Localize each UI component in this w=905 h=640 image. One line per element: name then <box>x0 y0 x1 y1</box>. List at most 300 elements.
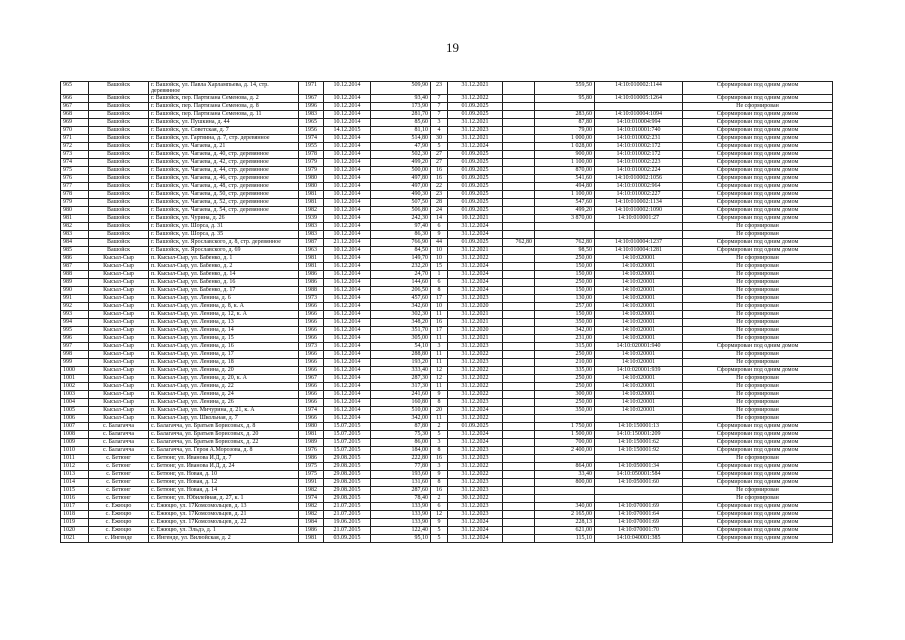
cadastral-number-cell: 14:10:150001:92 <box>595 447 683 455</box>
table-row <box>61 239 833 247</box>
resettlement-date-cell: 31.12.2024 <box>448 431 503 439</box>
cadastral-number-cell: 14:10:020001 <box>595 351 683 359</box>
inclusion-date-cell: 10.12.2014 <box>324 159 371 167</box>
area-cell: 144,60 <box>371 279 431 287</box>
land-plot-area-cell: 315,00 <box>535 343 595 351</box>
land-area-cell <box>503 487 535 495</box>
table-row <box>61 135 833 143</box>
settlement-cell: Вашойск <box>89 247 149 255</box>
resettlement-date-cell: 01.09.2025 <box>448 151 503 159</box>
row-number-cell: 999 <box>61 359 89 367</box>
land-area-cell <box>503 295 535 303</box>
build-year-cell: 1980 <box>299 183 324 191</box>
address-cell: с. Балагачча, ул. Героя А.Морозова, д. 8 <box>149 447 299 455</box>
build-year-cell: 1984 <box>299 519 324 527</box>
address-cell: г. Вашойск, ул. Чагаева, д. 50, стр. деревянное <box>149 191 299 199</box>
settlement-cell: с. Ингенде <box>89 535 149 543</box>
resettlement-date-cell: 31.12.2023 <box>448 343 503 351</box>
area-cell: 500,00 <box>371 167 431 175</box>
build-year-cell: 1966 <box>299 383 324 391</box>
table-row <box>61 95 833 103</box>
land-plot-area-cell: 33,40 <box>535 471 595 479</box>
settlement-cell: Кысыл-Сыр <box>89 351 149 359</box>
row-number-cell: 1013 <box>61 471 89 479</box>
row-number-cell: 998 <box>61 351 89 359</box>
build-year-cell: 1966 <box>299 399 324 407</box>
land-status-cell: Не сформирован <box>683 359 833 367</box>
residents-cell: 2 <box>431 423 448 431</box>
cadastral-number-cell: 14:10:020001 <box>595 319 683 327</box>
build-year-cell: 1982 <box>299 503 324 511</box>
resettlement-date-cell: 01.09.2025 <box>448 159 503 167</box>
land-status-cell: Не сформирован <box>683 231 833 239</box>
land-area-cell <box>503 511 535 519</box>
table-row <box>61 151 833 159</box>
row-number-cell: 977 <box>61 183 89 191</box>
land-plot-area-cell: 350,00 <box>535 319 595 327</box>
row-number-cell: 995 <box>61 327 89 335</box>
land-plot-area-cell: 300,00 <box>535 391 595 399</box>
cadastral-number-cell: 14:10:010002:223 <box>595 159 683 167</box>
settlement-cell: Вашойск <box>89 82 149 95</box>
residents-cell: 10 <box>431 247 448 255</box>
cadastral-number-cell: 14:10:010001:27 <box>595 215 683 223</box>
resettlement-date-cell: 31.12.2022 <box>448 471 503 479</box>
land-status-cell: Не сформирован <box>683 415 833 423</box>
inclusion-date-cell: 16.12.2014 <box>324 271 371 279</box>
inclusion-date-cell: 10.12.2014 <box>324 175 371 183</box>
settlement-cell: Кысыл-Сыр <box>89 303 149 311</box>
land-plot-area-cell: 228,13 <box>535 519 595 527</box>
inclusion-date-cell: 10.12.2014 <box>324 82 371 95</box>
address-cell: п. Кысыл-Сыр, ул. Ленина, д. 20, к. А <box>149 375 299 383</box>
land-plot-area-cell: 800,00 <box>535 479 595 487</box>
land-area-cell <box>503 399 535 407</box>
land-status-cell: Сформирован под одним домом <box>683 151 833 159</box>
settlement-cell: Кысыл-Сыр <box>89 399 149 407</box>
land-plot-area-cell: 250,00 <box>535 399 595 407</box>
build-year-cell: 1971 <box>299 82 324 95</box>
inclusion-date-cell: 21.07.2015 <box>324 503 371 511</box>
table-row <box>61 495 833 503</box>
address-cell: п. Кысыл-Сыр, ул. Ленина, д. 15 <box>149 335 299 343</box>
residents-cell: 11 <box>431 311 448 319</box>
settlement-cell: Кысыл-Сыр <box>89 415 149 423</box>
resettlement-date-cell: 31.12.2021 <box>448 119 503 127</box>
row-number-cell: 1002 <box>61 383 89 391</box>
address-cell: п. Кысыл-Сыр, ул. Ленина, д. 22 <box>149 383 299 391</box>
land-area-cell <box>503 183 535 191</box>
residents-cell: 9 <box>431 471 448 479</box>
residents-cell: 16 <box>431 487 448 495</box>
build-year-cell: 1986 <box>299 455 324 463</box>
inclusion-date-cell: 10.12.2014 <box>324 183 371 191</box>
inclusion-date-cell: 10.12.2014 <box>324 223 371 231</box>
row-number-cell: 984 <box>61 239 89 247</box>
land-area-cell <box>503 495 535 503</box>
cadastral-number-cell: 14:10:010002:1056 <box>595 175 683 183</box>
resettlement-date-cell: 31.12.2022 <box>448 383 503 391</box>
table-row <box>61 335 833 343</box>
resettlement-date-cell: 31.12.2022 <box>448 255 503 263</box>
address-cell: п. Кысыл-Сыр, ул. Ленина, д. 20 <box>149 367 299 375</box>
inclusion-date-cell: 16.12.2014 <box>324 263 371 271</box>
inclusion-date-cell: 16.12.2014 <box>324 367 371 375</box>
resettlement-date-cell: 31.12.2021 <box>448 335 503 343</box>
address-cell: г. Вашойск, ул. Ярославского, д. 8, стр. деревянное <box>149 239 299 247</box>
land-plot-area-cell: 87,80 <box>535 119 595 127</box>
cadastral-number-cell: 14:10:020001 <box>595 303 683 311</box>
land-area-cell <box>503 287 535 295</box>
area-cell: 302,30 <box>371 311 431 319</box>
cadastral-number-cell: 14:10:070001:69 <box>595 519 683 527</box>
settlement-cell: Кысыл-Сыр <box>89 311 149 319</box>
address-cell: с. Бетюнг, ул. Новая, д. 10 <box>149 471 299 479</box>
address-cell: г. Вашойск, ул. Чурина, д. 26 <box>149 215 299 223</box>
build-year-cell: 1955 <box>299 143 324 151</box>
address-cell: с. Ежюцю, ул. 17Комсомольцев, д. 13 <box>149 503 299 511</box>
land-plot-area-cell: 115,10 <box>535 535 595 543</box>
land-status-cell: Сформирован под одним домом <box>683 439 833 447</box>
settlement-cell: Вашойск <box>89 151 149 159</box>
residents-cell: 5 <box>431 527 448 535</box>
inclusion-date-cell: 10.12.2014 <box>324 191 371 199</box>
land-area-cell <box>503 215 535 223</box>
land-status-cell: Не сформирован <box>683 455 833 463</box>
land-plot-area-cell: 98,50 <box>535 247 595 255</box>
build-year-cell: 1973 <box>299 295 324 303</box>
land-plot-area-cell: 494,80 <box>535 183 595 191</box>
row-number-cell: 987 <box>61 263 89 271</box>
area-cell: 497,00 <box>371 183 431 191</box>
row-number-cell: 980 <box>61 207 89 215</box>
row-number-cell: 978 <box>61 191 89 199</box>
land-area-cell <box>503 503 535 511</box>
cadastral-number-cell: 14:10:020001 <box>595 327 683 335</box>
row-number-cell: 967 <box>61 103 89 111</box>
land-area-cell <box>503 327 535 335</box>
resettlement-date-cell: 31.12.2022 <box>448 463 503 471</box>
land-status-cell: Сформирован под одним домом <box>683 143 833 151</box>
cadastral-number-cell <box>595 223 683 231</box>
cadastral-number-cell: 14:10:020001 <box>595 383 683 391</box>
area-cell: 287,30 <box>371 375 431 383</box>
land-plot-area-cell: 1 100,00 <box>535 191 595 199</box>
land-status-cell: Сформирован под одним домом <box>683 511 833 519</box>
row-number-cell: 1006 <box>61 415 89 423</box>
address-cell: с. Ежюцю, ул. 17Комсомольцев, д. 21 <box>149 511 299 519</box>
address-cell: с. Балагачча, ул. Братьев Борисовых, д. 22 <box>149 439 299 447</box>
inclusion-date-cell: 10.12.2014 <box>324 95 371 103</box>
residents-cell: 30 <box>431 135 448 143</box>
table-row <box>61 407 833 415</box>
land-plot-area-cell: 250,00 <box>535 255 595 263</box>
cadastral-number-cell: 14:10:150001:209 <box>595 431 683 439</box>
cadastral-number-cell: 14:10:020001:939 <box>595 367 683 375</box>
settlement-cell: Вашойск <box>89 231 149 239</box>
settlement-cell: Вашойск <box>89 223 149 231</box>
build-year-cell: 1939 <box>299 215 324 223</box>
area-cell: 509,90 <box>371 82 431 95</box>
land-plot-area-cell: 283,60 <box>535 111 595 119</box>
cadastral-number-cell: 14:10:010002:231 <box>595 135 683 143</box>
address-cell: г. Вашойск, ул. Советская, д. 7 <box>149 127 299 135</box>
residents-cell: 8 <box>431 399 448 407</box>
address-cell: г. Вашойск, ул. Шорса, д. 31 <box>149 223 299 231</box>
settlement-cell: Кысыл-Сыр <box>89 343 149 351</box>
build-year-cell: 1966 <box>299 335 324 343</box>
land-status-cell: Сформирован под одним домом <box>683 535 833 543</box>
build-year-cell: 1956 <box>299 127 324 135</box>
cadastral-number-cell: 14:10:070001:70 <box>595 527 683 535</box>
table-row <box>61 527 833 535</box>
cadastral-number-cell: 14:10:020001 <box>595 295 683 303</box>
resettlement-date-cell: 10.12.2021 <box>448 215 503 223</box>
land-area-cell <box>503 455 535 463</box>
inclusion-date-cell: 16.12.2014 <box>324 391 371 399</box>
cadastral-number-cell: 14:10:010004:994 <box>595 119 683 127</box>
build-year-cell: 1967 <box>299 95 324 103</box>
area-cell: 93,40 <box>371 95 431 103</box>
row-number-cell: 1021 <box>61 535 89 543</box>
land-status-cell: Сформирован под одним домом <box>683 175 833 183</box>
row-number-cell: 1017 <box>61 503 89 511</box>
inclusion-date-cell: 16.12.2014 <box>324 319 371 327</box>
build-year-cell: 1983 <box>299 231 324 239</box>
area-cell: 173,90 <box>371 103 431 111</box>
cadastral-number-cell: 14:10:010002:1134 <box>595 199 683 207</box>
address-cell: п. Кысыл-Сыр, ул. Ленина, д. 16 <box>149 343 299 351</box>
build-year-cell: 1966 <box>299 311 324 319</box>
resettlement-date-cell: 01.09.2025 <box>448 167 503 175</box>
residents-cell: 16 <box>431 167 448 175</box>
resettlement-date-cell: 31.12.2024 <box>448 279 503 287</box>
land-plot-area-cell: 1 500,00 <box>535 431 595 439</box>
area-cell: 149,70 <box>371 255 431 263</box>
address-cell: с. Ежюцю, ул. Эльдэ, д. 1 <box>149 527 299 535</box>
land-area-cell <box>503 151 535 159</box>
resettlement-date-cell: 31.12.2023 <box>448 359 503 367</box>
settlement-cell: с. Ежюцю <box>89 527 149 535</box>
build-year-cell: 1966 <box>299 351 324 359</box>
settlement-cell: с. Балагачча <box>89 431 149 439</box>
land-area-cell <box>503 383 535 391</box>
land-plot-area-cell <box>535 415 595 423</box>
resettlement-date-cell: 31.12.2024 <box>448 535 503 543</box>
cadastral-number-cell: 14:10:010002:224 <box>595 167 683 175</box>
resettlement-date-cell: 31.12.2023 <box>448 127 503 135</box>
resettlement-date-cell: 31.12.2024 <box>448 271 503 279</box>
residents-cell: 5 <box>431 535 448 543</box>
address-cell: г. Вашойск, ул. Гартвина, д. 7, стр. деревянное <box>149 135 299 143</box>
table-row <box>61 463 833 471</box>
land-area-cell <box>503 439 535 447</box>
build-year-cell: 1981 <box>299 255 324 263</box>
build-year-cell: 1981 <box>299 263 324 271</box>
resettlement-date-cell: 31.12.2023 <box>448 479 503 487</box>
inclusion-date-cell: 10.12.2014 <box>324 111 371 119</box>
resettlement-date-cell: 31.12.2024 <box>448 263 503 271</box>
area-cell: 193,20 <box>371 359 431 367</box>
build-year-cell: 1966 <box>299 303 324 311</box>
row-number-cell: 991 <box>61 295 89 303</box>
resettlement-date-cell: 01.09.2025 <box>448 175 503 183</box>
land-area-cell <box>503 191 535 199</box>
land-area-cell <box>503 271 535 279</box>
settlement-cell: Вашойск <box>89 143 149 151</box>
build-year-cell: 1974 <box>299 495 324 503</box>
address-cell: с. Ингенде, ул. Вилюйская, д. 2 <box>149 535 299 543</box>
inclusion-date-cell: 10.12.2014 <box>324 143 371 151</box>
resettlement-date-cell: 31.12.2023 <box>448 487 503 495</box>
table-row <box>61 391 833 399</box>
residents-cell: 27 <box>431 151 448 159</box>
land-plot-area-cell: 210,00 <box>535 359 595 367</box>
settlement-cell: Кысыл-Сыр <box>89 279 149 287</box>
settlement-cell: Вашойск <box>89 159 149 167</box>
cadastral-number-cell: 14:10:070001:69 <box>595 503 683 511</box>
land-status-cell: Не сформирован <box>683 487 833 495</box>
land-plot-area-cell: 541,60 <box>535 175 595 183</box>
land-status-cell: Не сформирован <box>683 327 833 335</box>
cadastral-number-cell <box>595 103 683 111</box>
cadastral-number-cell: 14:10:010002:1090 <box>595 207 683 215</box>
build-year-cell: 1987 <box>299 239 324 247</box>
resettlement-date-cell: 31.12.2024 <box>448 143 503 151</box>
cadastral-number-cell: 14:10:020001 <box>595 255 683 263</box>
settlement-cell: с. Балагачча <box>89 423 149 431</box>
cadastral-number-cell: 14:10:010004:1094 <box>595 111 683 119</box>
table-row <box>61 367 833 375</box>
residents-cell: 24 <box>431 207 448 215</box>
row-number-cell: 993 <box>61 311 89 319</box>
resettlement-date-cell: 31.12.2022 <box>448 391 503 399</box>
settlement-cell: Кысыл-Сыр <box>89 287 149 295</box>
table-row <box>61 447 833 455</box>
inclusion-date-cell: 16.12.2014 <box>324 375 371 383</box>
build-year-cell: 1989 <box>299 439 324 447</box>
land-area-cell <box>503 319 535 327</box>
area-cell: 317,30 <box>371 383 431 391</box>
row-number-cell: 1012 <box>61 463 89 471</box>
land-status-cell: Не сформирован <box>683 407 833 415</box>
row-number-cell: 968 <box>61 111 89 119</box>
row-number-cell: 981 <box>61 215 89 223</box>
area-cell: 87,80 <box>371 423 431 431</box>
inclusion-date-cell: 29.08.2015 <box>324 463 371 471</box>
table-row <box>61 199 833 207</box>
land-plot-area-cell: 547,60 <box>535 199 595 207</box>
settlement-cell: Кысыл-Сыр <box>89 407 149 415</box>
resettlement-date-cell: 31.12.2022 <box>448 95 503 103</box>
land-status-cell: Не сформирован <box>683 399 833 407</box>
row-number-cell: 1003 <box>61 391 89 399</box>
row-number-cell: 1018 <box>61 511 89 519</box>
land-area-cell <box>503 119 535 127</box>
resettlement-date-cell: 31.12.2024 <box>448 231 503 239</box>
row-number-cell: 1010 <box>61 447 89 455</box>
inclusion-date-cell: 16.12.2014 <box>324 399 371 407</box>
land-plot-area-cell: 231,00 <box>535 335 595 343</box>
residents-cell: 17 <box>431 295 448 303</box>
table-row <box>61 215 833 223</box>
land-plot-area-cell: 335,00 <box>535 367 595 375</box>
land-plot-area-cell <box>535 231 595 239</box>
address-cell: г. Вашойск, ул. Чагаева, д. 52, стр. деревянное <box>149 199 299 207</box>
table-row <box>61 82 833 95</box>
land-plot-area-cell: 621,00 <box>535 527 595 535</box>
address-cell: с. Бетюнг, ул. Юбилейная, д. 27, к. 1 <box>149 495 299 503</box>
land-area-cell <box>503 143 535 151</box>
row-number-cell: 986 <box>61 255 89 263</box>
land-area-cell <box>503 199 535 207</box>
inclusion-date-cell: 21.12.2014 <box>324 239 371 247</box>
build-year-cell: 1975 <box>299 471 324 479</box>
land-area-cell <box>503 519 535 527</box>
address-cell: г. Вашойск, пер. Партизана Семенова, д. 8 <box>149 103 299 111</box>
area-cell: 348,20 <box>371 319 431 327</box>
land-status-cell: Не сформирован <box>683 351 833 359</box>
inclusion-date-cell: 15.07.2015 <box>324 423 371 431</box>
cadastral-number-cell: 14:10:020001 <box>595 399 683 407</box>
residents-cell: 17 <box>431 327 448 335</box>
land-plot-area-cell: 1 750,00 <box>535 423 595 431</box>
land-area-cell <box>503 103 535 111</box>
land-plot-area-cell: 2 165,00 <box>535 511 595 519</box>
land-area-cell <box>503 111 535 119</box>
area-cell: 78,40 <box>371 495 431 503</box>
land-area-cell <box>503 343 535 351</box>
settlement-cell: Кысыл-Сыр <box>89 263 149 271</box>
build-year-cell: 1979 <box>299 159 324 167</box>
area-cell: 281,70 <box>371 111 431 119</box>
settlement-cell: с. Бетюнг <box>89 455 149 463</box>
land-area-cell <box>503 375 535 383</box>
build-year-cell: 1982 <box>299 511 324 519</box>
build-year-cell: 1974 <box>299 407 324 415</box>
address-cell: п. Кысыл-Сыр, ул. Ленина, д. 12, к. А <box>149 311 299 319</box>
address-cell: с. Ежюцю, ул. 17Комсомольцев, д. 22 <box>149 519 299 527</box>
land-plot-area-cell: 870,00 <box>535 167 595 175</box>
build-year-cell: 1976 <box>299 447 324 455</box>
area-cell: 54,10 <box>371 343 431 351</box>
table-row <box>61 111 833 119</box>
table-row <box>61 127 833 135</box>
land-plot-area-cell: 1 100,00 <box>535 159 595 167</box>
cadastral-number-cell: 14:10:020001 <box>595 271 683 279</box>
area-cell: 232,20 <box>371 263 431 271</box>
land-status-cell: Сформирован под одним домом <box>683 127 833 135</box>
settlement-cell: Вашойск <box>89 239 149 247</box>
cadastral-number-cell: 14:10:070001:64 <box>595 511 683 519</box>
area-cell: 351,70 <box>371 327 431 335</box>
land-status-cell: Сформирован под одним домом <box>683 527 833 535</box>
resettlement-date-cell: 01.09.2025 <box>448 191 503 199</box>
residents-cell: 7 <box>431 103 448 111</box>
inclusion-date-cell: 10.12.2014 <box>324 247 371 255</box>
inclusion-date-cell: 29.08.2015 <box>324 479 371 487</box>
land-plot-area-cell: 79,00 <box>535 127 595 135</box>
settlement-cell: с. Ежюцю <box>89 503 149 511</box>
build-year-cell: 1966 <box>299 359 324 367</box>
address-cell: п. Кысыл-Сыр, ул. Ленина, д. 6 <box>149 295 299 303</box>
land-plot-area-cell: 150,00 <box>535 287 595 295</box>
resettlement-date-cell: 31.12.2020 <box>448 327 503 335</box>
residents-cell: 10 <box>431 255 448 263</box>
build-year-cell: 1983 <box>299 223 324 231</box>
land-status-cell: Не сформирован <box>683 383 833 391</box>
inclusion-date-cell: 16.12.2014 <box>324 351 371 359</box>
